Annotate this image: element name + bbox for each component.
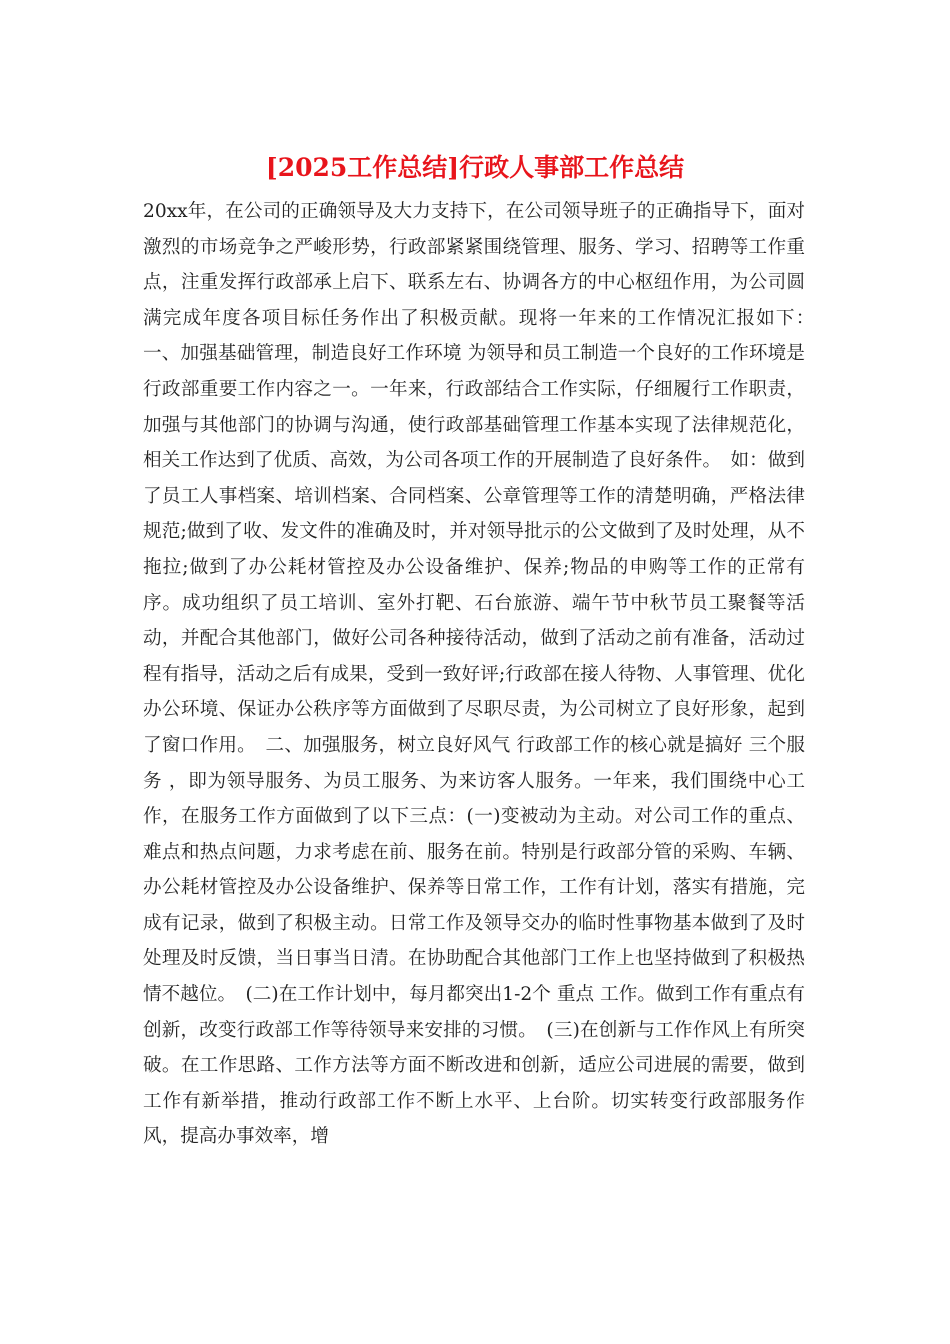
document-title: [2025工作总结]行政人事部工作总结 (265, 153, 685, 182)
document-body: 20xx年，在公司的正确领导及大力支持下，在公司领导班子的正确指导下，面对激烈的市场竞争之严峻形势，行政部紧紧围绕管理、服务、学习、招聘等工作重点，注重发挥行政部承上启下、联系左右、协调各方的中心枢纽作用，为公司圆满完成年度各项目标任务作出了积极贡献。现将一年来的工作情况汇报如下： 一、加强基础管理，制造良好工作环境 为领导和员工制造一个良好的工作环境是行政部重要工作内容之一。一年来，行政部结合工作实际，仔细履行工作职责，加强与其他部门的协调与沟通，使行政部基础管理工作基本实现了法律规范化，相关工作达到了优质、高效，为公司各项工作的开展制造了良好条件。 如：做到了员工人事档案、培训档案、合同档案、公章管理等工作的清楚明确，严格法律规范;做到了收、发文件的准确及时，并对领导批示的公文做到了及时处理，从不拖拉;做到了办公耗材管控及办公设备维护、保养;物品的申购等工作的正常有序。成功组织了员工培训、室外打靶、石台旅游、端午节中秋节员工聚餐等活动，并配合其他部门，做好公司各种接待活动，做到了活动之前有准备，活动过程有指导，活动之后有成果，受到一致好评;行政部在接人待物、人事管理、优化办公环境、保证办公秩序等方面做到了尽职尽责，为公司树立了良好形象，起到了窗口作用。 二、加强服务，树立良好风气 行政部工作的核心就是搞好 三个服务 ，即为领导服务、为员工服务、为来访客人服务。一年来，我们围绕中心工作，在服务工作方面做到了以下三点：(一)变被动为主动。对公司工作的重点、难点和热点问题，力求考虑在前、服务在前。特别是行政部分管的采购、车辆、办公耗材管控及办公设备维护、保养等日常工作，工作有计划，落实有措施，完成有记录，做到了积极主动。日常工作及领导交办的临时性事物基本做到了及时处理及时反馈，当日事当日清。在协助配合其他部门工作上也坚持做到了积极热情不越位。 (二)在工作计划中，每月都突出1-2个 重点 工作。做到工作有重点有创新，改变行政部工作等待领导来安排的习惯。 (三)在创新与工作作风上有所突破。在工作思路、工作方法等方面不断改进和创新，适应公司进展的需要，做到工作有新举措，推动行政部工作不断上水平、上台阶。切实转变行政部服务作风，提高办事效率，增 (143, 201, 824, 1148)
